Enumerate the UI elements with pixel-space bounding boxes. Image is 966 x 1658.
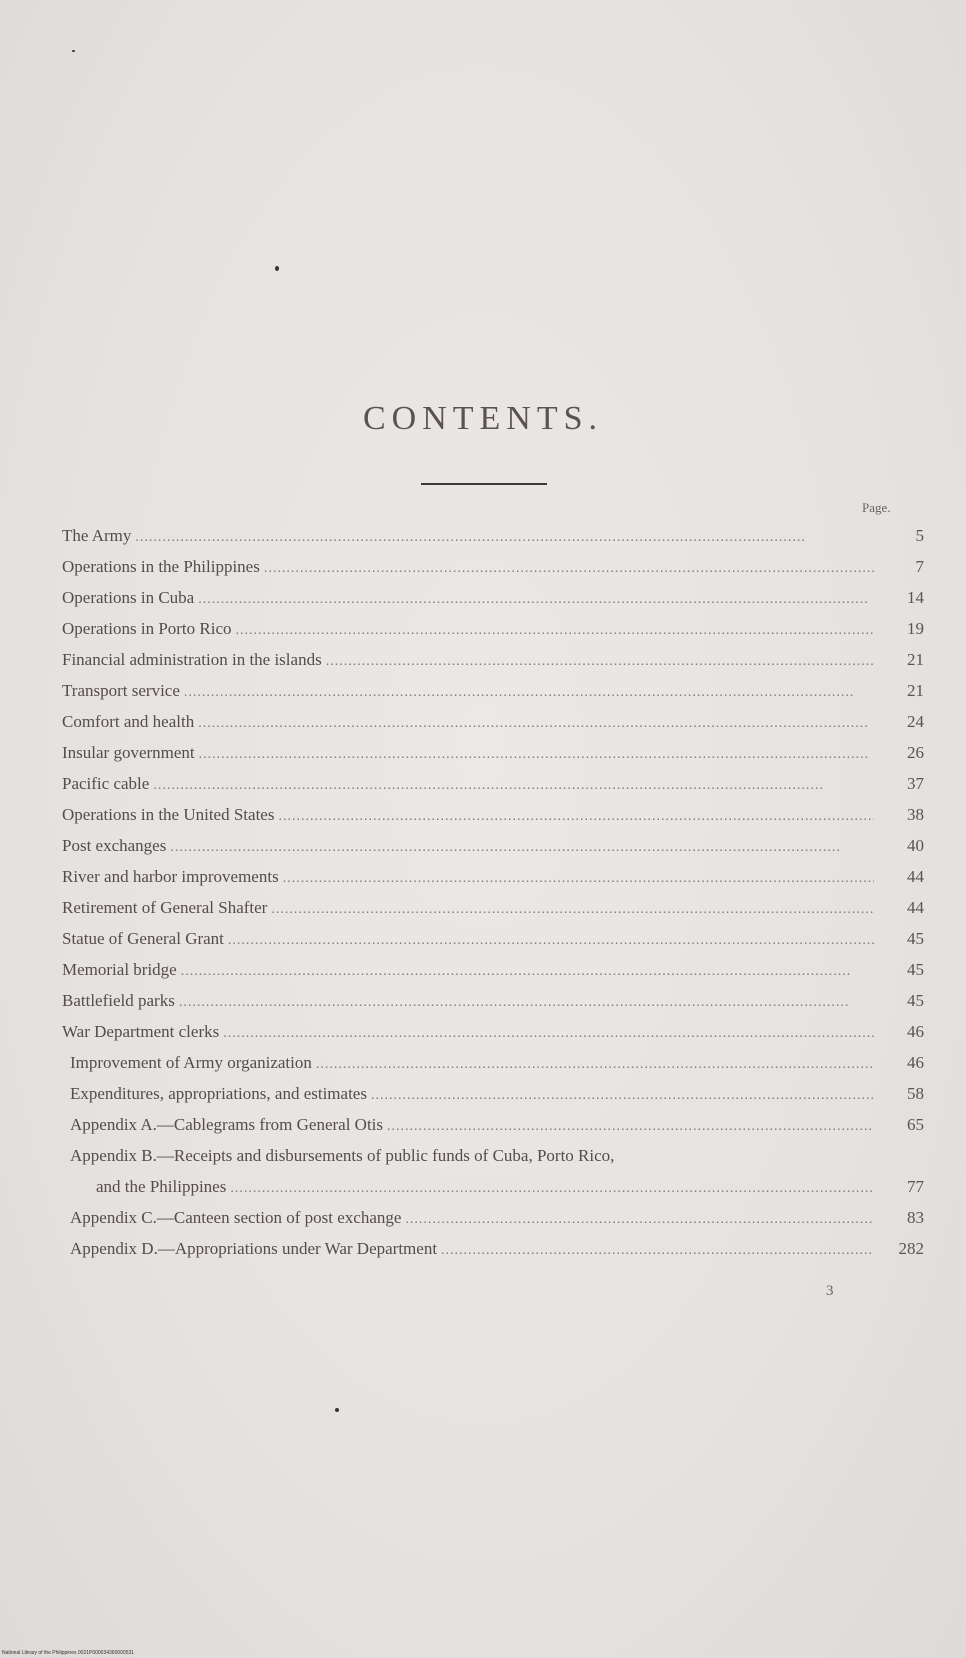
toc-entry-label: Expenditures, appropriations, and estimates: [70, 1084, 367, 1103]
toc-page-number: 45: [907, 991, 924, 1010]
toc-entry-label: Pacific cable: [62, 774, 150, 793]
toc-row[interactable]: [62, 1115, 924, 1146]
toc-row[interactable]: [62, 1239, 924, 1270]
dot-leader: [283, 871, 874, 887]
dot-leader: [223, 1026, 874, 1042]
page-folio-number: 3: [826, 1283, 834, 1299]
toc-page-number: 38: [907, 805, 924, 824]
toc-row[interactable]: [62, 960, 924, 991]
dot-leader: [316, 1057, 874, 1073]
ink-speck: [275, 266, 279, 271]
toc-page-number: 26: [907, 743, 924, 762]
toc-entry-label: Battlefield parks: [62, 991, 175, 1010]
page-column-header: Page.: [862, 500, 891, 515]
toc-row[interactable]: [62, 1022, 924, 1053]
dot-leader: [236, 623, 874, 639]
ink-speck: [72, 50, 75, 52]
toc-row[interactable]: [62, 898, 924, 929]
dot-leader: [326, 654, 874, 670]
toc-entry-label-continued: and the Philippines: [96, 1177, 227, 1196]
toc-row[interactable]: [62, 681, 924, 712]
toc-page-number: 282: [898, 1239, 924, 1258]
toc-page-number: 45: [907, 960, 924, 979]
dot-leader: [271, 902, 874, 918]
toc-entry-label: Transport service: [62, 681, 180, 700]
toc-row[interactable]: [62, 712, 924, 743]
toc-row[interactable]: [62, 929, 924, 960]
toc-entry-label: Appendix C.—Canteen section of post exchange: [70, 1208, 402, 1227]
toc-entry-label: Appendix B.—Receipts and disbursements of public funds of Cuba, Porto Rico,: [70, 1146, 615, 1165]
dot-leader: [184, 685, 874, 701]
toc-entry-label: Comfort and health: [62, 712, 195, 731]
ink-speck: [335, 1408, 339, 1412]
dot-leader: [181, 964, 874, 980]
dot-leader: [264, 561, 874, 577]
toc-entry-label: Appendix D.—Appropriations under War Department: [70, 1239, 438, 1258]
toc-page-number: 46: [907, 1053, 924, 1072]
toc-page-number: 37: [907, 774, 924, 793]
toc-page-number: 21: [907, 650, 924, 669]
toc-entry-label: Insular government: [62, 743, 195, 762]
dot-leader: [230, 1181, 874, 1197]
dot-leader: [228, 933, 874, 949]
toc-row[interactable]: [62, 526, 924, 557]
toc-page-number: 44: [907, 898, 924, 917]
dot-leader: [387, 1119, 874, 1135]
dot-leader: [153, 778, 874, 794]
toc-row[interactable]: [62, 557, 924, 588]
dot-leader: [441, 1243, 874, 1259]
toc-entry-label: War Department clerks: [62, 1022, 220, 1041]
toc-page-number: 40: [907, 836, 924, 855]
toc-row[interactable]: [62, 1053, 924, 1084]
toc-row[interactable]: [62, 588, 924, 619]
toc-entry-label: Retirement of General Shafter: [62, 898, 268, 917]
toc-page-number: 5: [915, 526, 924, 545]
toc-row[interactable]: [62, 991, 924, 1022]
toc-page-number: 58: [907, 1084, 924, 1103]
toc-page-number: 14: [907, 588, 924, 607]
dot-leader: [199, 747, 874, 763]
toc-row[interactable]: [62, 650, 924, 681]
toc-page-number: 19: [907, 619, 924, 638]
toc-entry-label: Post exchanges: [62, 836, 167, 855]
page-title: CONTENTS.: [362, 400, 604, 437]
toc-page-number: 46: [907, 1022, 924, 1041]
dot-leader: [179, 995, 874, 1011]
toc-page-number: 21: [907, 681, 924, 700]
toc-row[interactable]: [62, 867, 924, 898]
toc-page-number: 65: [907, 1115, 924, 1134]
dot-leader: [278, 809, 874, 825]
dot-leader: [405, 1212, 874, 1228]
toc-row-continuation[interactable]: [62, 1177, 924, 1208]
toc-row[interactable]: [62, 836, 924, 867]
toc-entry-label: Memorial bridge: [62, 960, 177, 979]
table-of-contents: [62, 526, 924, 1270]
toc-row[interactable]: [62, 1084, 924, 1115]
toc-entry-label: Improvement of Army organization: [70, 1053, 312, 1072]
toc-entry-label: Appendix A.—Cablegrams from General Otis: [70, 1115, 384, 1134]
toc-entry-label: Operations in the United States: [62, 805, 275, 824]
toc-row[interactable]: [62, 743, 924, 774]
title-rule: [421, 483, 547, 485]
toc-row[interactable]: [62, 619, 924, 650]
toc-entry-label: The Army: [62, 526, 132, 545]
toc-entry-label: Operations in Cuba: [62, 588, 195, 607]
toc-row[interactable]: [62, 805, 924, 836]
dot-leader: [198, 716, 874, 732]
toc-entry-label: Financial administration in the islands: [62, 650, 322, 669]
toc-page-number: 24: [907, 712, 924, 731]
dot-leader: [371, 1088, 874, 1104]
toc-entry-label: River and harbor improvements: [62, 867, 279, 886]
toc-entry-label: Operations in Porto Rico: [62, 619, 232, 638]
dot-leader: [135, 530, 874, 546]
toc-page-number: 44: [907, 867, 924, 886]
dot-leader: [198, 592, 874, 608]
toc-entry-label: Statue of General Grant: [62, 929, 224, 948]
toc-page-number: 7: [915, 557, 924, 576]
toc-page-number: 83: [907, 1208, 924, 1227]
toc-row[interactable]: [62, 1208, 924, 1239]
dot-leader: [170, 840, 874, 856]
toc-row[interactable]: [62, 1146, 924, 1177]
toc-entry-label: Operations in the Philippines: [62, 557, 260, 576]
toc-page-number: 77: [907, 1177, 924, 1196]
scan-footer-note: National Library of the Philippines 0021P000034360000531: [2, 1650, 135, 1656]
toc-page-number: 45: [907, 929, 924, 948]
toc-row[interactable]: [62, 774, 924, 805]
